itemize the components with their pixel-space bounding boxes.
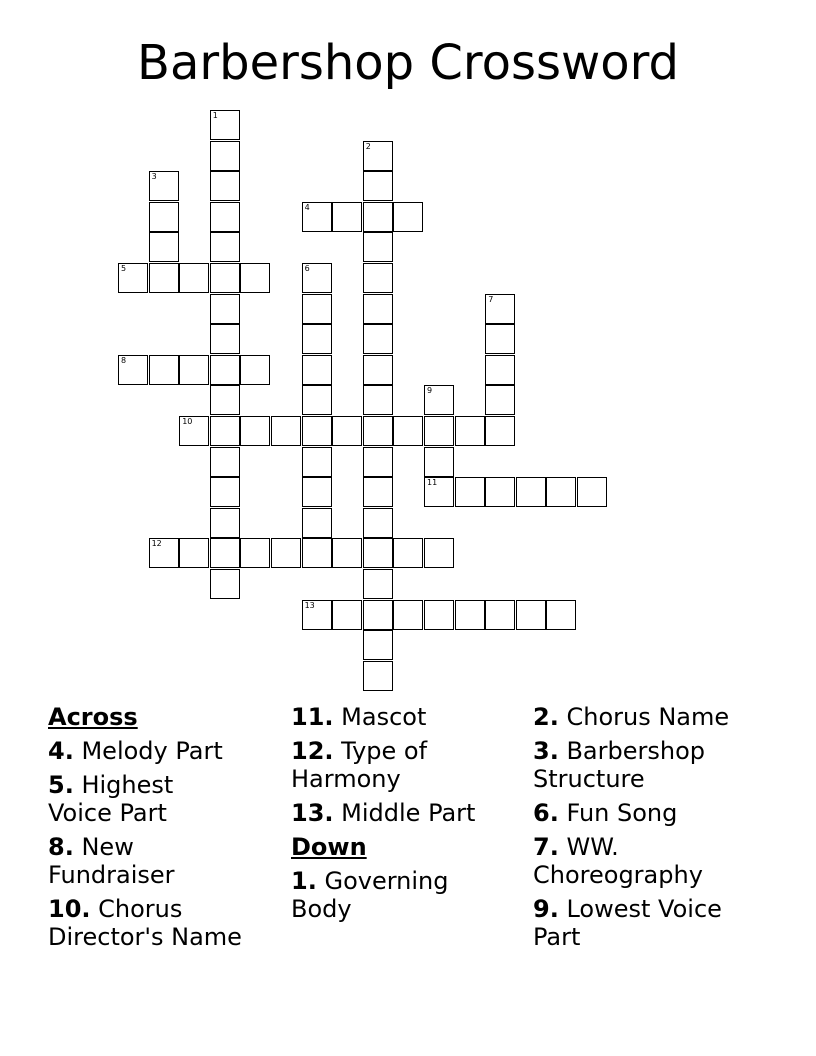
crossword-cell[interactable] [210, 171, 240, 201]
clue-number-label: 7 [488, 294, 494, 304]
crossword-cell[interactable] [179, 263, 209, 293]
crossword-cell[interactable] [363, 232, 393, 262]
clue-number-label: 10 [182, 417, 193, 426]
clue-number-label: 11 [427, 478, 438, 488]
clue-number: 12. [291, 737, 334, 765]
clue-down-1 [291, 867, 466, 923]
clue-number: 6. [533, 799, 559, 827]
crossword-cell[interactable] [363, 477, 393, 507]
crossword-cell[interactable] [210, 141, 240, 171]
clue-across-11 [291, 703, 531, 731]
clue-across-8 [48, 833, 198, 889]
crossword-cell[interactable] [118, 263, 148, 293]
crossword-cell[interactable] [424, 416, 454, 446]
clue-across-13 [291, 799, 531, 827]
clue-text: Governing Body [291, 867, 449, 923]
crossword-cell[interactable] [302, 294, 332, 324]
crossword-cell[interactable] [302, 355, 332, 385]
crossword-cell[interactable] [302, 600, 332, 630]
clue-across-5 [48, 771, 198, 827]
crossword-cell[interactable] [149, 232, 179, 262]
crossword-cell[interactable] [393, 538, 423, 568]
crossword-cell[interactable] [363, 630, 393, 660]
crossword-cell[interactable] [210, 508, 240, 538]
crossword-cell[interactable] [149, 263, 179, 293]
crossword-cell[interactable] [363, 661, 393, 691]
crossword-cell[interactable] [363, 538, 393, 568]
crossword-cell[interactable] [271, 538, 301, 568]
clue-column-1 [48, 703, 288, 957]
crossword-cell[interactable] [363, 508, 393, 538]
clue-number: 7. [533, 833, 559, 861]
crossword-cell[interactable] [546, 477, 576, 507]
clue-number-label: 4 [304, 202, 310, 212]
crossword-cell[interactable] [240, 263, 270, 293]
crossword-cell[interactable] [149, 171, 179, 201]
clue-number: 10. [48, 895, 91, 923]
crossword-cell[interactable] [210, 385, 240, 415]
crossword-cell[interactable] [302, 508, 332, 538]
clue-text: Melody Part [81, 737, 223, 765]
clue-number: 3. [533, 737, 559, 765]
clue-down-2 [533, 703, 773, 731]
crossword-cell[interactable] [363, 202, 393, 232]
clue-number: 1. [291, 867, 317, 895]
crossword-cell[interactable] [393, 416, 423, 446]
crossword-cell[interactable] [302, 447, 332, 477]
crossword-cell[interactable] [393, 600, 423, 630]
crossword-cell[interactable] [149, 355, 179, 385]
clue-column-3 [533, 703, 773, 957]
crossword-cell[interactable] [302, 477, 332, 507]
clue-text: Fun Song [566, 799, 678, 827]
crossword-cell[interactable] [149, 538, 179, 568]
crossword-cell[interactable] [363, 294, 393, 324]
clue-down-9 [533, 895, 743, 951]
crossword-cell[interactable] [455, 477, 485, 507]
clue-text: WW. Choreography [533, 833, 703, 889]
clue-number-label: 12 [151, 539, 162, 549]
crossword-cell[interactable] [363, 355, 393, 385]
clue-across-10 [48, 895, 258, 951]
clue-text: New Fundraiser [48, 833, 175, 889]
clue-number: 2. [533, 703, 559, 731]
down-heading: Down [291, 833, 367, 861]
crossword-cell[interactable] [210, 263, 240, 293]
crossword-cell[interactable] [210, 110, 240, 140]
clue-down-3 [533, 737, 723, 793]
crossword-cell[interactable] [210, 324, 240, 354]
crossword-cell[interactable] [179, 538, 209, 568]
crossword-cell[interactable] [485, 324, 515, 354]
clue-number-label: 5 [121, 264, 127, 273]
crossword-cell[interactable] [424, 600, 454, 630]
crossword-cell[interactable] [485, 385, 515, 415]
crossword-cell[interactable] [179, 416, 209, 446]
crossword-cell[interactable] [210, 447, 240, 477]
clue-number-label: 1 [212, 111, 218, 120]
crossword-cell[interactable] [210, 569, 240, 599]
crossword-cell[interactable] [332, 538, 362, 568]
crossword-cell[interactable] [210, 477, 240, 507]
crossword-cell[interactable] [485, 600, 515, 630]
clue-text: Lowest Voice Part [533, 895, 722, 951]
crossword-cell[interactable] [424, 477, 454, 507]
clue-text: Mascot [341, 703, 427, 731]
crossword-cell[interactable] [516, 477, 546, 507]
clue-text: Chorus Name [566, 703, 730, 731]
crossword-cell[interactable] [485, 416, 515, 446]
crossword-cell[interactable] [210, 538, 240, 568]
crossword-cell[interactable] [210, 416, 240, 446]
crossword-cell[interactable] [302, 202, 332, 232]
crossword-cell[interactable] [332, 600, 362, 630]
crossword-cell[interactable] [271, 416, 301, 446]
crossword-cell[interactable] [179, 355, 209, 385]
crossword-cell[interactable] [455, 416, 485, 446]
crossword-cell[interactable] [424, 447, 454, 477]
clue-number-label: 2 [365, 141, 371, 151]
clue-column-2 [291, 703, 531, 929]
crossword-cell[interactable] [363, 600, 393, 630]
crossword-cell[interactable] [516, 600, 546, 630]
page-title: Barbershop Crossword [137, 35, 679, 91]
clue-text: Type of Harmony [291, 737, 428, 793]
crossword-cell[interactable] [485, 477, 515, 507]
crossword-cell[interactable] [149, 202, 179, 232]
crossword-cell[interactable] [424, 538, 454, 568]
crossword-cell[interactable] [485, 294, 515, 324]
clue-number-label: 6 [304, 264, 310, 273]
crossword-cell[interactable] [240, 355, 270, 385]
crossword-cell[interactable] [363, 447, 393, 477]
crossword-cell[interactable] [424, 385, 454, 415]
crossword-cell[interactable] [363, 263, 393, 293]
clue-number: 9. [533, 895, 559, 923]
crossword-cell[interactable] [332, 416, 362, 446]
clue-number-label: 8 [121, 355, 127, 365]
crossword-cell[interactable] [210, 355, 240, 385]
crossword-cell[interactable] [332, 202, 362, 232]
crossword-cell[interactable] [240, 416, 270, 446]
crossword-cell[interactable] [302, 538, 332, 568]
crossword-cell[interactable] [363, 569, 393, 599]
crossword-cell[interactable] [455, 600, 485, 630]
crossword-cell[interactable] [302, 263, 332, 293]
crossword-cell[interactable] [363, 385, 393, 415]
crossword-cell[interactable] [210, 202, 240, 232]
crossword-cell[interactable] [485, 355, 515, 385]
clue-number-label: 9 [427, 386, 433, 396]
clue-number: 5. [48, 771, 74, 799]
crossword-cell[interactable] [546, 600, 576, 630]
crossword-cell[interactable] [302, 324, 332, 354]
clue-down-6 [533, 799, 773, 827]
crossword-cell[interactable] [210, 232, 240, 262]
crossword-cell[interactable] [363, 324, 393, 354]
crossword-cell[interactable] [302, 385, 332, 415]
clue-text: Chorus Director's Name [48, 895, 242, 951]
crossword-cell[interactable] [363, 416, 393, 446]
clue-number: 13. [291, 799, 334, 827]
crossword-cell[interactable] [363, 171, 393, 201]
crossword-cell[interactable] [118, 355, 148, 385]
clue-text: Barbershop Structure [533, 737, 706, 793]
clue-text: Middle Part [341, 799, 476, 827]
crossword-cell[interactable] [302, 416, 332, 446]
clue-text: Highest Voice Part [48, 771, 174, 827]
clue-down-7 [533, 833, 723, 889]
clue-number: 11. [291, 703, 334, 731]
clue-number: 4. [48, 737, 74, 765]
crossword-cell[interactable] [363, 141, 393, 171]
clue-number: 8. [48, 833, 74, 861]
clue-number-label: 3 [151, 172, 157, 182]
across-heading: Across [48, 703, 138, 731]
crossword-cell[interactable] [240, 538, 270, 568]
clue-across-12 [291, 737, 451, 793]
crossword-cell[interactable] [577, 477, 607, 507]
crossword-cell[interactable] [393, 202, 423, 232]
crossword-cell[interactable] [210, 294, 240, 324]
clue-across-4 [48, 737, 288, 765]
clue-number-label: 13 [304, 600, 315, 610]
